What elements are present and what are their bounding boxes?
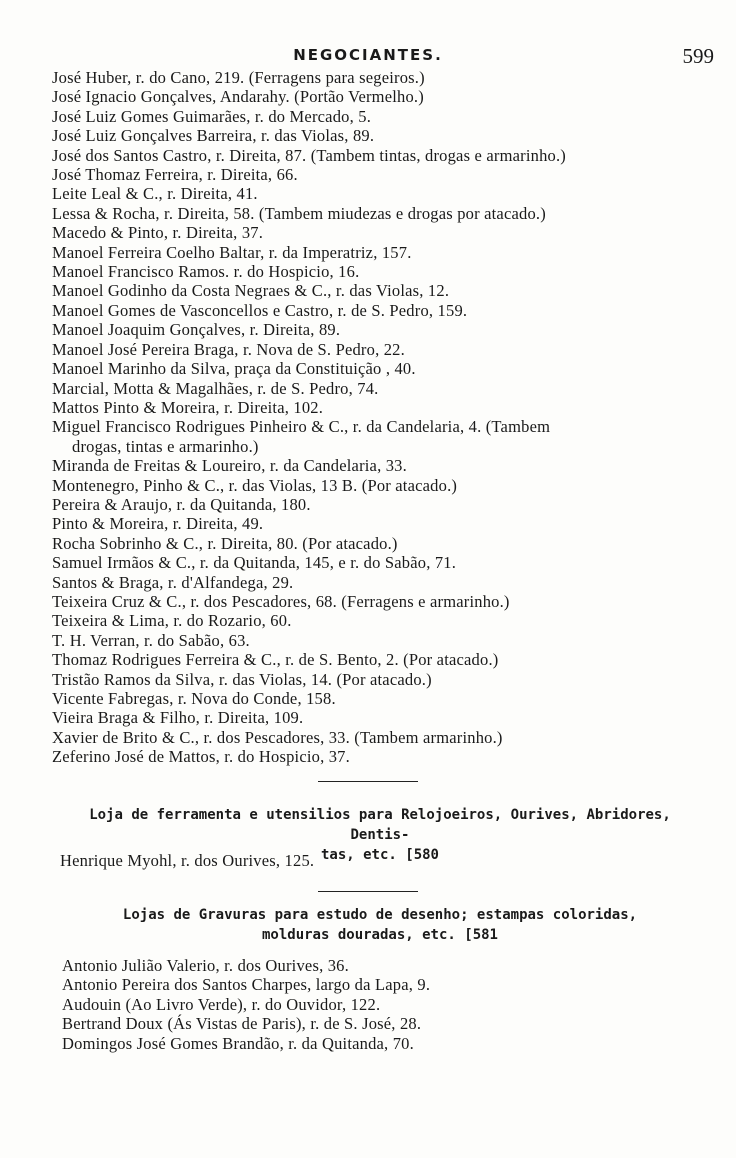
- section-heading-line: tas, etc. [580: [320, 847, 439, 863]
- section-heading-line: Loja de ferramenta e utensilios para Relojoeiros, Ourives, Abridores, Dentis-: [89, 807, 671, 843]
- list-item: Antonio Pereira dos Santos Charpes, largo da Lapa, 9.: [62, 975, 431, 995]
- list-item: Pinto & Moreira, r. Direita, 49.: [52, 514, 264, 534]
- list-item: Teixeira Cruz & C., r. dos Pescadores, 68. (Ferragens e armarinho.): [52, 591, 510, 611]
- list-item: Tristão Ramos da Silva, r. das Violas, 14. (Por atacado.): [52, 669, 432, 689]
- list-item: Domingos José Gomes Brandão, r. da Quitanda, 70.: [62, 1033, 414, 1053]
- list-item: Vieira Braga & Filho, r. Direita, 109.: [52, 708, 304, 728]
- page-number: 599: [682, 44, 714, 68]
- list-item-continuation: drogas, tintas e armarinho.): [72, 436, 259, 456]
- list-item: Miranda de Freitas & Loureiro, r. da Candelaria, 33.: [52, 456, 407, 476]
- merchant-list: [0, 68, 736, 767]
- list-item: Zeferino José de Mattos, r. do Hospicio, 37.: [52, 747, 350, 767]
- list-item: Antonio Julião Valerio, r. dos Ourives, 36.: [62, 956, 349, 975]
- section-divider: [318, 891, 418, 892]
- list-item: Leite Leal & C., r. Direita, 41.: [52, 184, 258, 204]
- running-head: NEGOCIANTES.: [293, 46, 443, 64]
- list-item: Vicente Fabregas, r. Nova do Conde, 158.: [52, 689, 336, 708]
- list-item: Montenegro, Pinho & C., r. das Violas, 13 B. (Por atacado.): [52, 475, 458, 495]
- page-header: [0, 44, 736, 68]
- section-heading-line: Lojas de Gravuras para estudo de desenho; estampas coloridas,: [122, 907, 638, 923]
- list-item: José Ignacio Gonçalves, Andarahy. (Portão Vermelho.): [52, 87, 424, 107]
- section-581-list: [0, 956, 736, 1053]
- list-item: T. H. Verran, r. do Sabão, 63.: [52, 630, 250, 650]
- section-divider: [318, 781, 418, 782]
- section-580-list: [0, 851, 736, 870]
- list-item: Xavier de Brito & C., r. dos Pescadores, 33. (Tambem armarinho.): [52, 727, 503, 747]
- list-item: Santos & Braga, r. d'Alfandega, 29.: [52, 572, 294, 592]
- list-item: Samuel Irmãos & C., r. da Quitanda, 145, e r. do Sabão, 71.: [52, 553, 457, 573]
- list-item: Bertrand Doux (Ás Vistas de Paris), r. de S. José, 28.: [62, 1014, 422, 1034]
- list-item: Manoel José Pereira Braga, r. Nova de S. Pedro, 22.: [52, 339, 405, 359]
- list-item: Manoel Ferreira Coelho Baltar, r. da Imperatriz, 157.: [52, 242, 412, 262]
- list-item: Teixeira & Lima, r. do Rozario, 60.: [52, 611, 292, 631]
- list-item: Thomaz Rodrigues Ferreira & C., r. de S. Bento, 2. (Por atacado.): [52, 650, 499, 670]
- list-item: Manoel Francisco Ramos. r. do Hospicio, 16.: [52, 262, 360, 282]
- list-item: Lessa & Rocha, r. Direita, 58. (Tambem miudezas e drogas por atacado.): [52, 203, 546, 223]
- list-item: Manoel Gomes de Vasconcellos e Castro, r. de S. Pedro, 159.: [52, 300, 468, 320]
- list-item: José dos Santos Castro, r. Direita, 87. (Tambem tintas, drogas e armarinho.): [52, 145, 566, 165]
- list-item: Pereira & Araujo, r. da Quitanda, 180.: [52, 494, 311, 514]
- list-item: José Luiz Gonçalves Barreira, r. das Violas, 89.: [52, 126, 375, 146]
- list-item: Macedo & Pinto, r. Direita, 37.: [52, 223, 264, 243]
- list-item: Miguel Francisco Rodrigues Pinheiro & C., r. da Candelaria, 4. (Tambem: [52, 417, 551, 437]
- section-heading-line: molduras douradas, etc. [581: [261, 927, 498, 943]
- list-item: Audouin (Ao Livro Verde), r. do Ouvidor, 122.: [62, 994, 381, 1014]
- list-item: Manoel Godinho da Costa Negraes & C., r. das Violas, 12.: [52, 281, 450, 301]
- list-item: José Huber, r. do Cano, 219. (Ferragens para segeiros.): [52, 68, 425, 87]
- list-item: José Thomaz Ferreira, r. Direita, 66.: [52, 165, 298, 185]
- list-item: Marcial, Motta & Magalhães, r. de S. Pedro, 74.: [52, 378, 379, 398]
- list-item: Henrique Myohl, r. dos Ourives, 125.: [60, 851, 315, 870]
- list-item: Mattos Pinto & Moreira, r. Direita, 102.: [52, 397, 324, 417]
- list-item: José Luiz Gomes Guimarães, r. do Mercado, 5.: [52, 106, 372, 126]
- section-heading-581: [70, 905, 690, 945]
- list-item: Manoel Joaquim Gonçalves, r. Direita, 89.: [52, 320, 341, 340]
- list-item: Manoel Marinho da Silva, praça da Constituição , 40.: [52, 359, 416, 379]
- list-item: Rocha Sobrinho & C., r. Direita, 80. (Por atacado.): [52, 533, 398, 553]
